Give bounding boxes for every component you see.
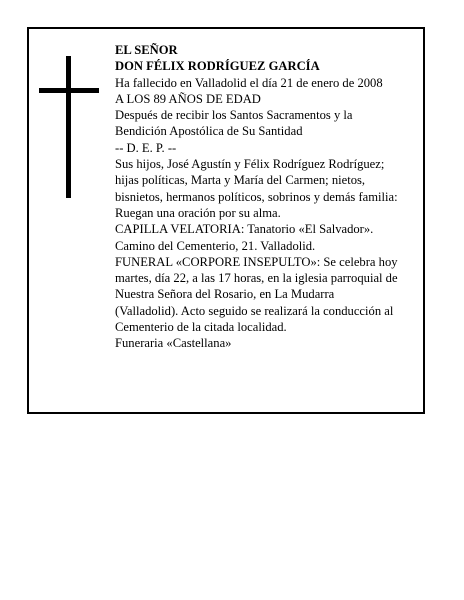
chapel-line-2: Camino del Cementerio, 21. Valladolid. xyxy=(115,238,316,253)
funeral-home-line: Funeraria «Castellana» xyxy=(115,336,232,351)
obituary-notice-frame xyxy=(27,27,425,414)
sacraments-line-2: Bendición Apostólica de Su Santidad xyxy=(115,124,303,139)
funeral-line-4: (Valladolid). Acto seguido se realizará la conducción al xyxy=(115,303,394,318)
family-line-3: bisnietos, hermanos políticos, sobrinos y demás familia: xyxy=(115,189,398,204)
rip-line: -- D. E. P. -- xyxy=(115,140,177,155)
funeral-line-3: Nuestra Señora del Rosario, en La Mudarra xyxy=(115,287,335,302)
heading-title: EL SEÑOR xyxy=(115,43,178,57)
family-line-1: Sus hijos, José Agustín y Félix Rodríguez Rodríguez; xyxy=(115,157,385,172)
cross-horizontal-bar xyxy=(39,88,99,93)
obituary-text xyxy=(115,42,425,352)
funeral-line-1: FUNERAL «CORPORE INSEPULTO»: Se celebra hoy xyxy=(115,254,398,269)
deceased-name: DON FÉLIX RODRÍGUEZ GARCÍA xyxy=(115,59,320,74)
sacraments-line-1: Después de recibir los Santos Sacramentos y la xyxy=(115,108,353,123)
cross-vertical-bar xyxy=(66,56,71,198)
death-date-line: Ha fallecido en Valladolid el día 21 de enero de 2008 xyxy=(115,75,383,90)
cross-icon xyxy=(39,56,99,198)
chapel-line-1: CAPILLA VELATORIA: Tanatorio «El Salvador». xyxy=(115,222,374,237)
family-line-2: hijas políticas, Marta y María del Carmen; nietos, xyxy=(115,173,366,188)
funeral-line-5: Cementerio de la citada localidad. xyxy=(115,320,287,335)
funeral-line-2: martes, día 22, a las 17 horas, en la iglesia parroquial de xyxy=(115,271,398,286)
age-line: A LOS 89 AÑOS DE EDAD xyxy=(115,91,261,106)
prayer-request-line: Ruegan una oración por su alma. xyxy=(115,205,281,220)
